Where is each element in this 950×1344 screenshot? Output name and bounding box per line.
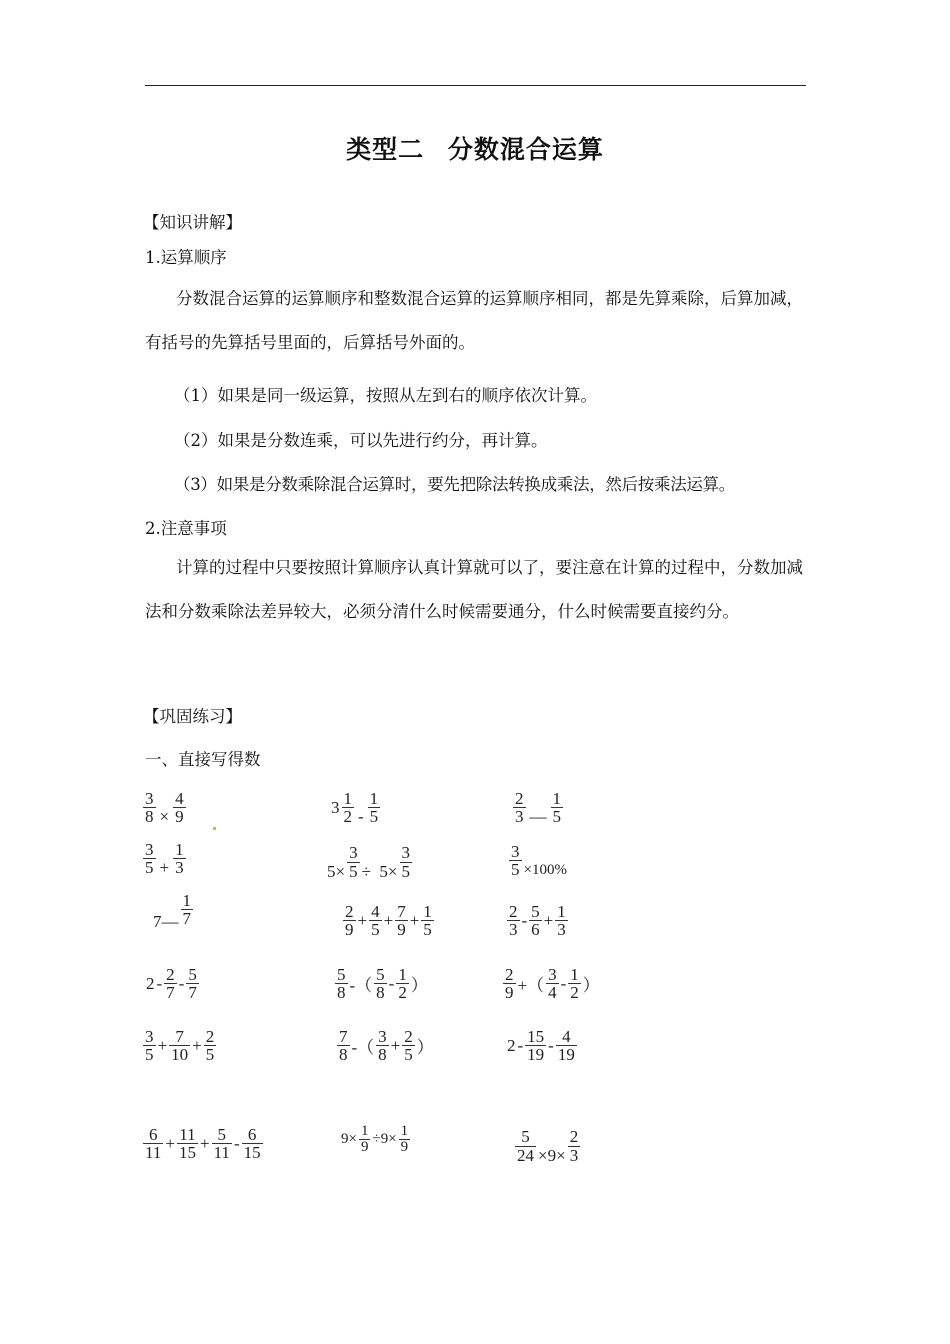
practice-heading: 【巩固练习】 xyxy=(143,707,242,726)
exercise-17: 9× $\frac{1}{9}$ ÷9× $\frac{1}{9}$ xyxy=(341,1123,409,1156)
exercise-5: 5× $\frac{3}{5}$ ÷ 5× $\frac{3}{5}$ xyxy=(327,843,411,881)
exercise-9: $\frac{2}{3}$ - $\frac{5}{6}$ + $\frac{1}{3}$ xyxy=(509,902,566,940)
section1-paragraph: 分数混合运算的运算顺序和整数混合运算的运算顺序相同，都是先算乘除，后算加减，有括号的先算括号里面的，后算括号外面的。 xyxy=(145,289,803,352)
exercise-3: $\frac{2}{3}$ — $\frac{1}{5}$ xyxy=(515,789,561,827)
exercise-heading: 一、直接写得数 xyxy=(145,750,261,769)
exercise-11: $\frac{5}{8}$ -（ $\frac{5}{8}$ - $\frac{1}{2}$ ） xyxy=(337,965,428,1003)
rule-3: （3）如果是分数乘除混合运算时，要先把除法转换成乘法，然后按乘法运算。 xyxy=(174,475,735,494)
exercise-1: $\frac{3}{8}$ × $\frac{4}{9}$ xyxy=(145,789,184,827)
stray-mark xyxy=(213,827,216,830)
exercise-8: $\frac{2}{9}$ + $\frac{4}{5}$ + $\frac{7}{9}$ + $\frac{1}{5}$ xyxy=(345,902,432,940)
exercise-7: 7— $\frac{1}{7}$ xyxy=(153,891,191,931)
exercise-16: $\frac{6}{11}$ + $\frac{11}{15}$ + $\frac{5}{11}$ - $\frac{6}{15}$ xyxy=(145,1125,261,1163)
exercise-15: 2 - $\frac{15}{19}$ - $\frac{4}{19}$ xyxy=(507,1027,575,1065)
exercise-13: $\frac{3}{5}$ + $\frac{7}{10}$ + $\frac{2}{5}$ xyxy=(145,1027,215,1065)
section2-paragraph: 计算的过程中只要按照计算顺序认真计算就可以了，要注意在计算的过程中，分数加减法和分数乘除法差异较大，必须分清什么时候需要通分，什么时候需要直接约分。 xyxy=(145,558,803,621)
exercise-2: 3 $\frac{1}{2}$ - $\frac{1}{5}$ xyxy=(331,789,379,827)
section1-heading: 1.运算顺序 xyxy=(145,248,227,267)
exercise-10: 2 - $\frac{2}{7}$ - $\frac{5}{7}$ xyxy=(146,965,197,1003)
exercise-12: $\frac{2}{9}$ +（ $\frac{3}{4}$ - $\frac{1}{2}$ ） xyxy=(505,965,600,1003)
knowledge-heading: 【知识讲解】 xyxy=(143,213,242,232)
exercise-14: $\frac{7}{8}$ -（ $\frac{3}{8}$ + $\frac{2}{5}$ ） xyxy=(339,1027,434,1065)
header-rule xyxy=(145,85,806,86)
rule-2: （2）如果是分数连乘，可以先进行约分，再计算。 xyxy=(174,431,548,450)
section2-heading: 2.注意事项 xyxy=(145,519,227,538)
exercise-6: $\frac{3}{5}$ ×100% xyxy=(511,841,567,879)
rule-1: （1）如果是同一级运算，按照从左到右的顺序依次计算。 xyxy=(174,386,597,405)
page-title: 类型二 分数混合运算 xyxy=(346,135,604,164)
exercise-4: $\frac{3}{5}$ + $\frac{1}{3}$ xyxy=(145,840,184,878)
exercise-18: $\frac{5}{24}$ ×9× $\frac{2}{3}$ xyxy=(517,1127,579,1165)
